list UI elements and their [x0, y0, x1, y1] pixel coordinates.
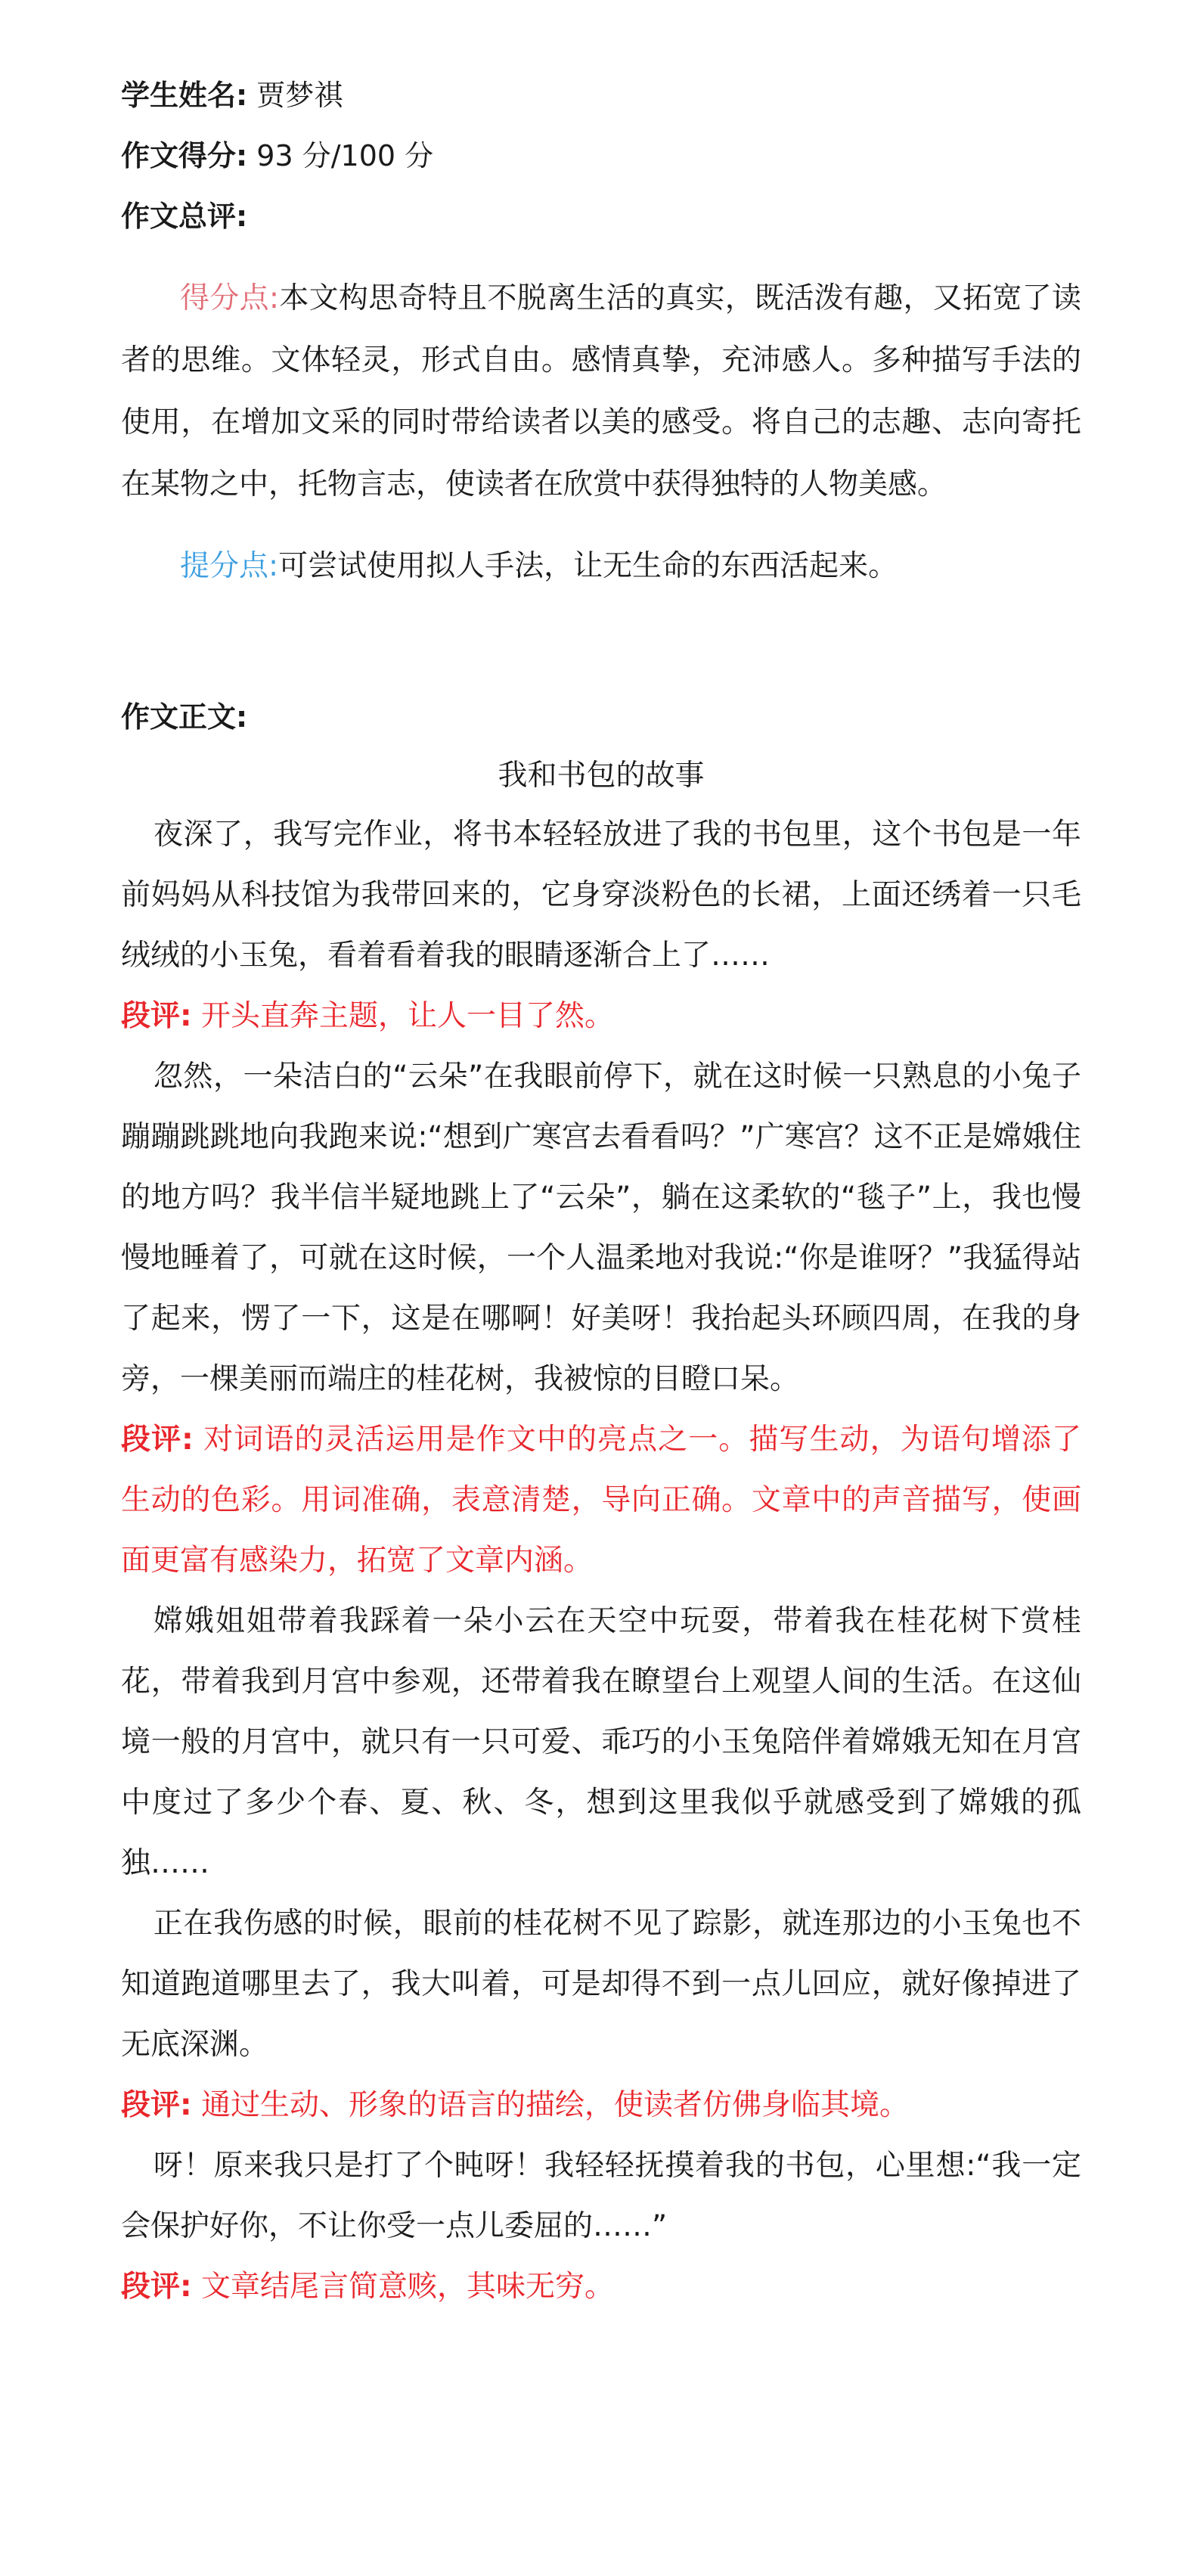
essay-paragraph-5: 呀！原来我只是打了个盹呀！我轻轻抚摸着我的书包，心里想:“我一定会保护好你，不让你受一点儿委屈的……”	[121, 2149, 1081, 2243]
essay-heading: 作文正文:	[121, 700, 248, 734]
improvement-label: 提分点:	[180, 549, 279, 583]
essay-paragraph-2: 忽然，一朵洁白的“云朵”在我眼前停下，就在这时候一只熟息的小兔子蹦蹦跳跳地向我跑来说:“想到广寒宫去看看吗？”广寒宫？这不正是嫦娥住的地方吗？我半信半疑地跳上了“云朵”，躺在这柔软的“毯子”上，我也慢慢地睡着了，可就在这时候，一个人温柔地对我说:“你是谁呀？”我猛得站了起来，愣了一下，这是在哪啊！好美呀！我抬起头环顾四周，在我的身旁，一棵美丽而端庄的桂花树，我被惊的目瞪口呆。	[121, 1060, 1081, 1396]
essay-paragraph-3: 嫦娥姐姐带着我踩着一朵小云在天空中玩耍，带着我在桂花树下赏桂花，带着我到月宫中参观，还带着我在瞭望台上观望人间的生活。在这仙境一般的月宫中，就只有一只可爱、乖巧的小玉兔陪伴着嫦娥无知在月宫中度过了多少个春、夏、秋、冬，想到这里我似乎就感受到了嫦娥的孤独……	[121, 1604, 1081, 1880]
review-text-3: 通过生动、形象的语言的描绘，使读者仿佛身临其境。	[201, 2088, 910, 2122]
review-label-3: 段评:	[121, 2088, 192, 2122]
review-label-4: 段评:	[121, 2270, 192, 2304]
essay-paragraph-1: 夜深了，我写完作业，将书本轻轻放进了我的书包里，这个书包是一年前妈妈从科技馆为我带回来的，它身穿淡粉色的长裙，上面还绣着一只毛绒绒的小玉兔，看着看着我的眼睛逐渐合上了……	[121, 818, 1081, 973]
review-text-4: 文章结尾言简意赅，其味无穷。	[201, 2270, 615, 2304]
review-text-2: 对词语的灵活运用是作文中的亮点之一。描写生动，为语句增添了生动的色彩。用词准确，表意清楚，导向正确。文章中的声音描写，使画面更富有感染力，拓宽了文章内涵。	[121, 1423, 1081, 1578]
overall-comment-block	[121, 268, 1081, 597]
score-line	[121, 126, 1081, 186]
review-label-1: 段评:	[121, 999, 192, 1033]
overall-comment-heading	[121, 186, 1081, 247]
strengths-paragraph	[121, 268, 1081, 516]
essay-paragraph-4: 正在我伤感的时候，眼前的桂花树不见了踪影，就连那边的小玉兔也不知道跑道哪里去了，我大叫着，可是却得不到一点儿回应，就好像掉进了无底深渊。	[121, 1907, 1081, 2062]
paragraph-review-3	[121, 2075, 1081, 2136]
paragraph-review-1	[121, 986, 1081, 1047]
improvement-paragraph	[121, 535, 1081, 597]
review-label-2: 段评:	[121, 1423, 194, 1457]
score-label: 作文得分:	[121, 139, 248, 172]
paragraph-review-2	[121, 1410, 1081, 1591]
strengths-label: 得分点:	[180, 281, 280, 315]
overall-comment-label: 作文总评:	[121, 200, 248, 233]
score-value: 93 分/100 分	[256, 139, 434, 172]
student-name-value: 贾梦祺	[256, 79, 343, 112]
essay-evaluation-document	[121, 65, 1081, 2317]
student-name-line	[121, 65, 1081, 126]
review-text-1: 开头直奔主题，让人一目了然。	[201, 999, 615, 1033]
strengths-text: 本文构思奇特且不脱离生活的真实，既活泼有趣，又拓宽了读者的思维。文体轻灵，形式自由。感情真挚，充沛感人。多种描写手法的使用，在增加文采的同时带给读者以美的感受。将自己的志趣、志向寄托在某物之中，托物言志，使读者在欣赏中获得独特的人物美感。	[121, 281, 1081, 501]
student-name-label: 学生姓名:	[121, 79, 248, 112]
essay-title: 我和书包的故事	[498, 759, 705, 793]
improvement-text: 可尝试使用拟人手法，让无生命的东西活起来。	[278, 549, 898, 583]
paragraph-review-4	[121, 2257, 1081, 2317]
